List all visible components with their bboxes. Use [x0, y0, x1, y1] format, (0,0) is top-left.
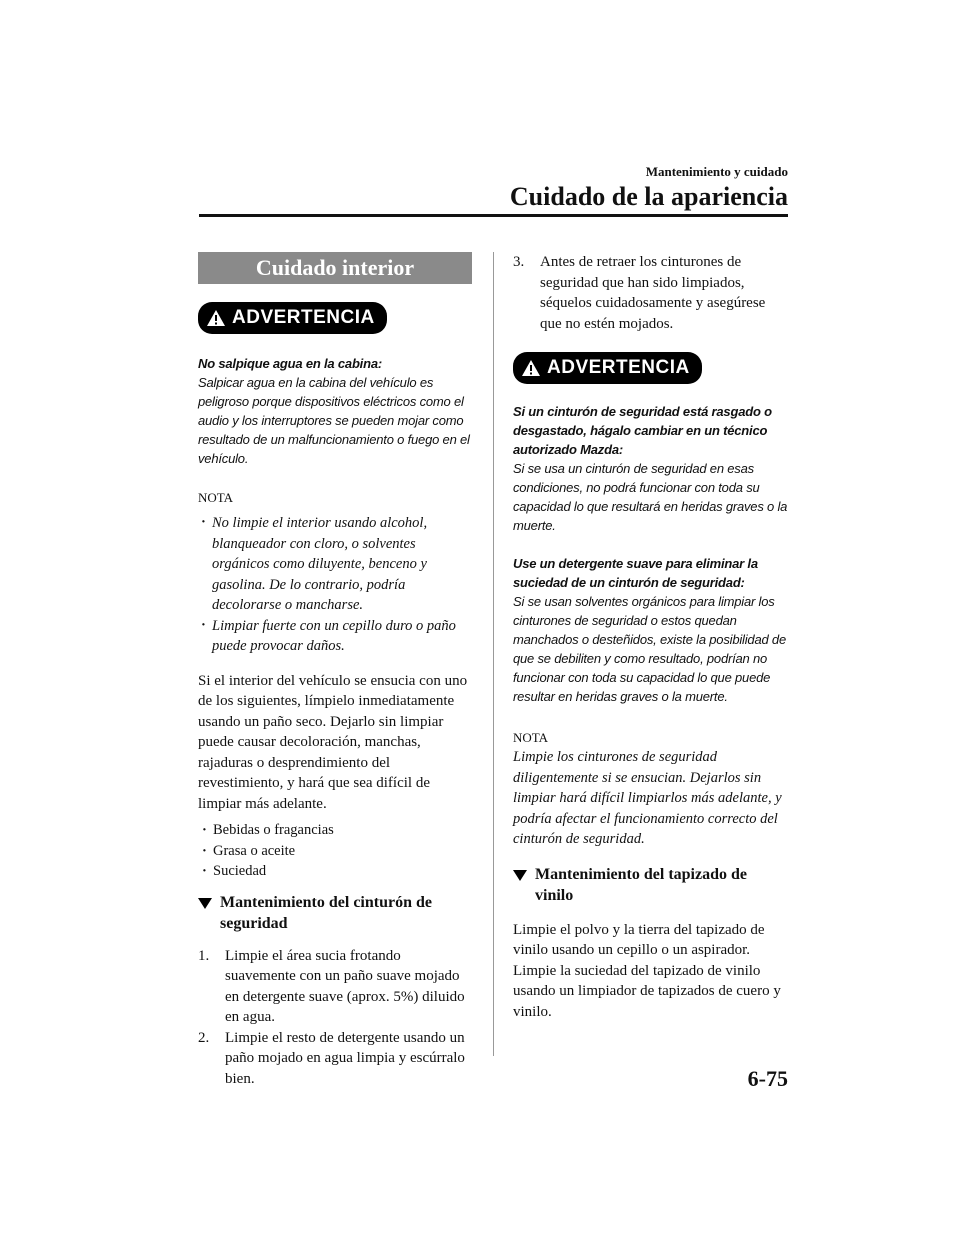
column-divider — [493, 252, 494, 1056]
nota-list — [198, 513, 474, 657]
nota-text: Limpie los cinturones de seguridad diligentemente si se ensucian. Dejarlos sin limpiar hará difícil limpiarlos más adelante, y podría afectar el funcionamiento correcto del cinturón de seguridad. — [513, 749, 782, 847]
topic-title: Cuidado interior — [198, 252, 472, 284]
warning-heading: Si un cinturón de seguridad está rasgado o desgastado, hágalo cambiar en un técnico autorizado Mazda: — [513, 404, 772, 457]
bullet-list — [198, 820, 474, 882]
step-text: Limpie el resto de detergente usando un paño mojado en agua limpia y escúrralo bien. — [225, 1029, 465, 1087]
step-item — [198, 1028, 474, 1090]
section-title: Cuidado de la apariencia — [509, 182, 788, 211]
step-text: Antes de retraer los cinturones de seguridad que han sido limpiados, séquelos cuidadosamente y asegúrese que no estén mojados. — [540, 254, 766, 332]
triangle-down-icon — [513, 870, 527, 881]
body-paragraph: Limpie el polvo y la tierra del tapizado de vinilo usando un cepillo o un aspirador. Limpie la suciedad del tapizado de vinilo usando un limpiador de tapizados de cuero y vinilo. — [513, 921, 781, 1020]
header-rule — [199, 214, 788, 217]
chapter-title: Mantenimiento y cuidado — [645, 164, 788, 179]
step-number: 1. — [198, 947, 210, 964]
step-number: 2. — [198, 1029, 210, 1046]
warning-body: Si se usa un cinturón de seguridad en esas condiciones, no podrá funcionar con toda su capacidad lo que resultará en heridas graves o la muerte. — [513, 461, 788, 533]
warning-body: Si se usan solventes orgánicos para limpiar los cinturones de seguridad o estos quedan manchados o desteñidos, existe la posibilidad de que se debiliten y como resultado, podrían no funcionar con toda su capacidad lo que puede resultar en heridas graves o la muerte. — [513, 594, 786, 704]
step-item — [513, 252, 789, 334]
warning-block — [513, 352, 789, 706]
warning-text — [513, 402, 789, 535]
nota-label: NOTA — [513, 730, 549, 745]
warning-heading: Use un detergente suave para eliminar la suciedad de un cinturón de seguridad: — [513, 556, 758, 590]
list-item: · Suciedad — [198, 861, 474, 882]
nota-label: NOTA — [198, 490, 234, 505]
step-number: 3. — [513, 254, 525, 270]
warning-heading: No salpique agua en la cabina: — [198, 356, 382, 371]
warning-block — [198, 302, 474, 468]
warning-triangle-icon — [206, 309, 226, 327]
body-paragraph: Si el interior del vehículo se ensucia con uno de los siguientes, límpielo inmediatamente usando un paño seco. Dejarlo sin limpiar puede causar decoloración, manchas, rajaduras o desprendimiento del revestimiento, y hará que sea difícil de limpiar más adelante. — [198, 672, 468, 812]
warning-badge — [513, 352, 702, 384]
step-text: Limpie el área sucia frotando suavemente con un paño suave mojado en detergente suave (aprox. 5%) diluido en agua. — [225, 947, 465, 1025]
warning-text — [198, 354, 474, 468]
left-column — [198, 252, 474, 1089]
warning-badge — [198, 302, 387, 334]
warning-label: ADVERTENCIA — [232, 307, 375, 328]
step-item — [198, 946, 474, 1028]
list-item: · Bebidas o fragancias — [198, 820, 474, 841]
list-item: · Grasa o aceite — [198, 841, 474, 862]
warning-body: Salpicar agua en la cabina del vehículo es peligroso porque dispositivos eléctricos como el audio y los interruptores se pueden mojar como resultado de un malfuncionamiento o fuego en el vehículo. — [198, 375, 470, 466]
subheading-text: Mantenimiento del cinturón de seguridad — [220, 893, 432, 932]
warning-label: ADVERTENCIA — [547, 357, 690, 378]
right-column — [513, 252, 789, 1022]
steps-list — [513, 252, 789, 334]
warning-text — [513, 554, 789, 706]
steps-list — [198, 946, 474, 1090]
subheading-text: Mantenimiento del tapizado de vinilo — [535, 865, 747, 904]
nota-block — [513, 728, 789, 850]
subheading — [513, 864, 789, 906]
subheading — [198, 892, 474, 934]
nota-block — [198, 488, 474, 657]
page-number: 6-75 — [747, 1066, 788, 1091]
warning-triangle-icon — [521, 359, 541, 377]
triangle-down-icon — [198, 898, 212, 909]
nota-item: · Limpiar fuerte con un cepillo duro o paño puede provocar daños. — [198, 616, 474, 657]
nota-item: · No limpie el interior usando alcohol, blanqueador con cloro, o solventes orgánicos como diluyente, benceno y gasolina. De lo contrario, podría decolorarse o mancharse. — [198, 513, 474, 616]
